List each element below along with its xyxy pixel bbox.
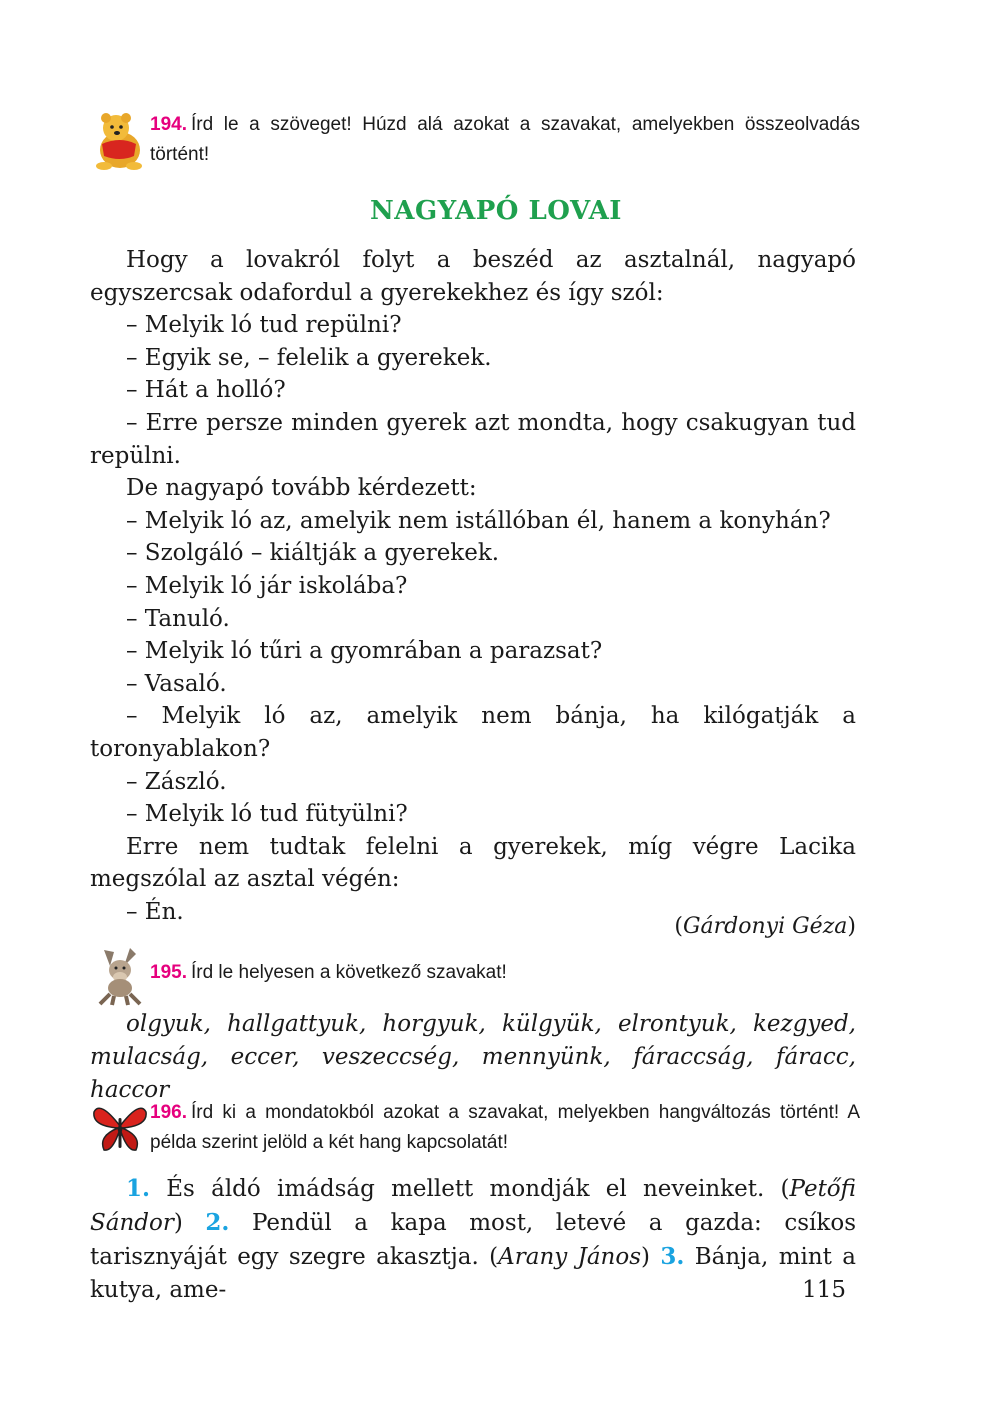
story-paragraph: – Melyik ló jár iskolába?: [126, 572, 408, 599]
story-paragraph: – Vasaló.: [126, 670, 227, 697]
task-196-sentences: [90, 1172, 856, 1307]
donkey-icon: [90, 944, 150, 1006]
bear-icon: [90, 110, 150, 172]
story-paragraph: – Tanuló.: [126, 605, 230, 632]
task-196-number: 196.: [150, 1102, 187, 1123]
story-author: (Gárdonyi Géza): [674, 914, 856, 939]
task-195-number: 195.: [150, 962, 187, 983]
story-paragraph: – Erre persze minden gyerek azt mondta, hogy csakugyan tud repülni.: [90, 409, 856, 469]
task-196-text: [150, 1096, 860, 1158]
story-paragraph: – Melyik ló az, amelyik nem istállóban él, hanem a konyhán?: [126, 507, 831, 534]
sentence-author: Arany János: [498, 1244, 642, 1270]
task-194-instruction: Írd le a szöveget! Húzd alá azokat a szavakat, amelyekben összeolvadás történt!: [150, 114, 860, 165]
sentence-paren: ): [641, 1244, 661, 1270]
story-paragraph: – Egyik se, – felelik a gyerekek.: [126, 344, 492, 371]
sentence-text: És áldó imádság mellett mondják el neveinket. (: [150, 1176, 790, 1202]
task-195: [90, 944, 860, 1006]
story-paragraph: – Hát a holló?: [126, 377, 286, 404]
sentence-paren: ): [173, 1210, 206, 1236]
story-paragraph: – Zászló.: [126, 768, 227, 795]
story-paragraph: – Melyik ló tud fütyülni?: [126, 801, 408, 828]
sentence-number: 1.: [126, 1175, 151, 1202]
story-paragraph: – Én.: [126, 898, 184, 925]
task-194-text: [150, 110, 860, 170]
sentence-author: Petőfi Sándor: [90, 1176, 856, 1236]
story-author-name: Gárdonyi Géza: [682, 914, 848, 939]
story-title: NAGYAPÓ LOVAI: [370, 196, 622, 226]
story-paragraph: Erre nem tudtak felelni a gyerekek, míg végre Lacika megszólal az asztal végén:: [90, 833, 856, 893]
butterfly-icon: [90, 1096, 150, 1158]
sentence-text: Pendül a kapa most, letevé a gazda: csíkos tarisznyáját egy szegre akasztja. (: [90, 1210, 856, 1270]
sentence-number: 3.: [660, 1243, 685, 1270]
story-paragraph: – Melyik ló tűri a gyomrában a parazsat?: [126, 638, 603, 665]
task-194-number: 194.: [150, 114, 187, 135]
task-195-words: olgyuk, hallgattyuk, horgyuk, külgyük, elrontyuk, kezgyed, mulacság, eccer, veszeccség, mennyünk, fáraccság, fáracc, haccor: [90, 1011, 856, 1103]
story-paragraph: – Szolgáló – kiáltják a gyerekek.: [126, 540, 500, 567]
page-number: 115: [802, 1277, 846, 1303]
sentence-text: Bánja, mint a kutya, ame-: [90, 1244, 856, 1303]
story-paragraph: De nagyapó tovább kérdezett:: [126, 475, 477, 502]
story-body: [90, 244, 856, 928]
sentence-number: 2.: [205, 1209, 230, 1236]
story-paragraph: – Melyik ló az, amelyik nem bánja, ha kilógatják a toronyablakon?: [90, 703, 856, 762]
story-paragraph: Hogy a lovakról folyt a beszéd az asztalnál, nagyapó egyszercsak odafordul a gyerekekhez és így szól:: [90, 247, 856, 306]
task-194: [90, 110, 860, 172]
task-195-instruction: Írd le helyesen a következő szavakat!: [190, 962, 507, 983]
story-paragraph: – Melyik ló tud repülni?: [126, 312, 402, 339]
task-196: [90, 1096, 860, 1158]
task-196-instruction: Írd ki a mondatokból azokat a szavakat, melyekben hangváltozás történt! A példa szerint jelöld a két hang kapcsolatát!: [150, 1102, 860, 1153]
task-195-text: [150, 944, 860, 988]
